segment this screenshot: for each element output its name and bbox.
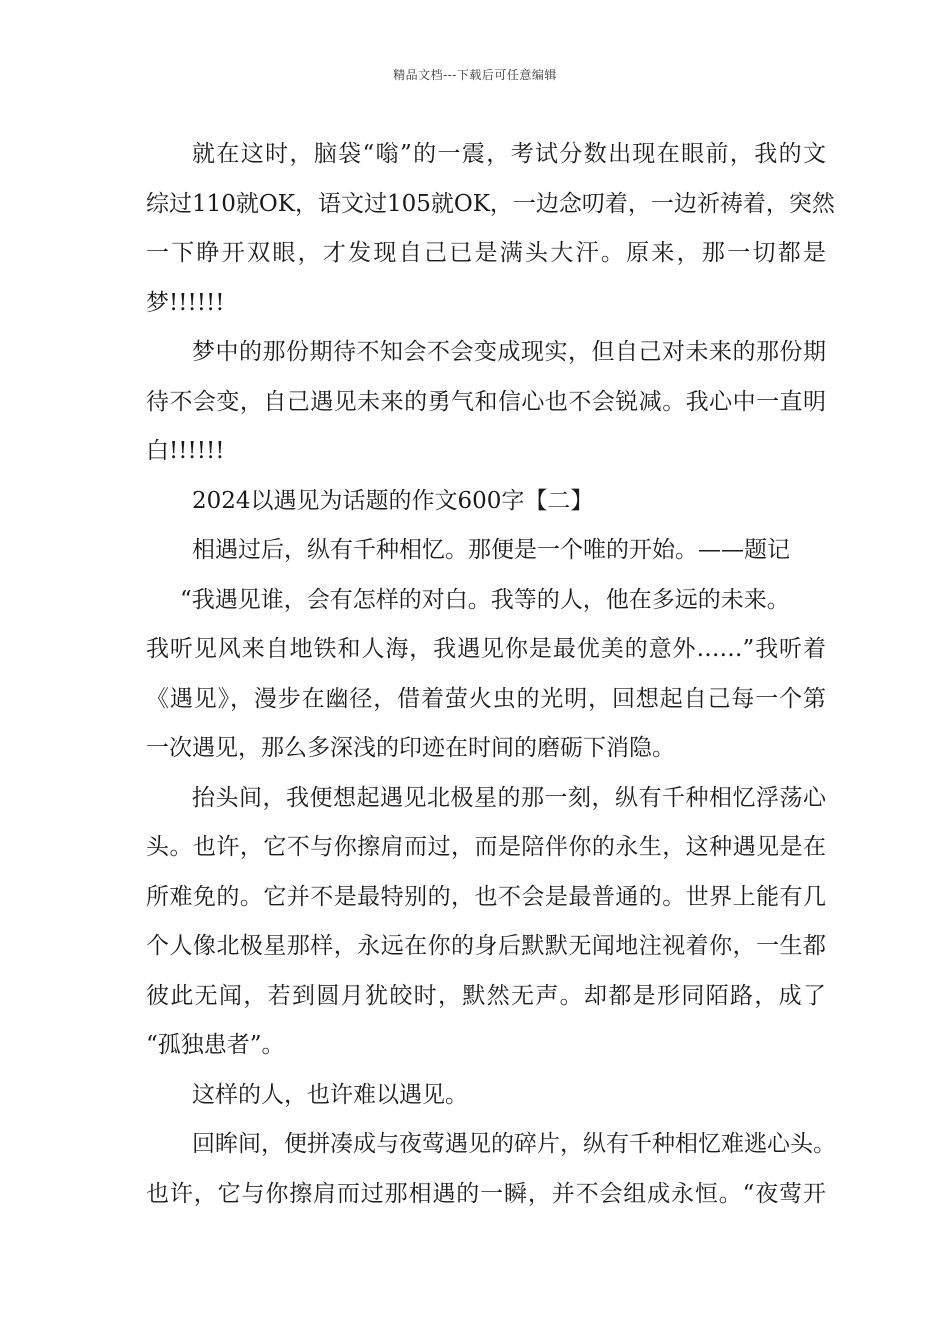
text-line: 《遇见》，漫步在幽径，借着萤火虫的光明，回想起自己每一个第 [146,685,826,712]
text-line: “孤独患者”。 [146,1032,285,1058]
text-line: 头。也许，它不与你擦肩而过，而是陪伴你的永生，这种遇见是在 [146,834,826,860]
document-body [146,130,836,1219]
text-line: 抬头间，我便想起遇见北极星的那一刻，纵有千种相忆浮荡心 [192,784,826,811]
text-line: 也许，它与你擦肩而过那相遇的一瞬，并不会组成永恒。“夜莺开 [146,1180,826,1207]
epigraph-line: 相遇过后，纵有千种相忆。那便是一个唯的开始。——题记 [192,537,790,563]
quote-line: “我遇见谁，会有怎样的对白。我等的人，他在多远的未来。 [180,586,790,613]
text-line: 待不会变，自己遇见未来的勇气和信心也不会锐减。我心中一直明 [146,388,826,415]
text-line: 彼此无闻，若到圆月犹皎时，默然无声。却都是形同陌路，成了 [146,982,826,1009]
text-line: 综过110就OK，语文过105就OK，一边念叨着，一边祈祷着，突然 [146,190,835,217]
page-header-watermark: 精品文档---下载后可任意编辑 [393,68,557,82]
text-line: 我听见风来自地铁和人海，我遇见你是最优美的意外……”我听着 [146,636,826,662]
text-line: 白!!!!!! [146,438,225,464]
text-line: 回眸间，便拼凑成与夜莺遇见的碎片，纵有千种相忆难逃心头。 [192,1131,836,1157]
essay-subtitle: 2024以遇见为话题的作文600字【二】 [192,487,594,514]
text-line: 梦!!!!!! [146,289,225,316]
text-line: 个人像北极星那样，永远在你的身后默默无闻地注视着你，一生都 [146,933,826,959]
text-line: 所难免的。它并不是最特别的，也不会是最普通的。世界上能有几 [146,883,826,910]
text-line: 一下睁开双眼，才发现自己已是满头大汗。原来，那一切都是 [146,240,826,266]
text-line: 梦中的那份期待不知会不会变成现实，但自己对未来的那份期 [192,339,826,365]
text-line: 一次遇见，那么多深浅的印迹在时间的磨砺下消隐。 [146,735,675,761]
text-line: 就在这时，脑袋“嗡”的一震，考试分数出现在眼前，我的文 [192,141,826,167]
text-line: 这样的人，也许难以遇见。 [192,1081,468,1108]
